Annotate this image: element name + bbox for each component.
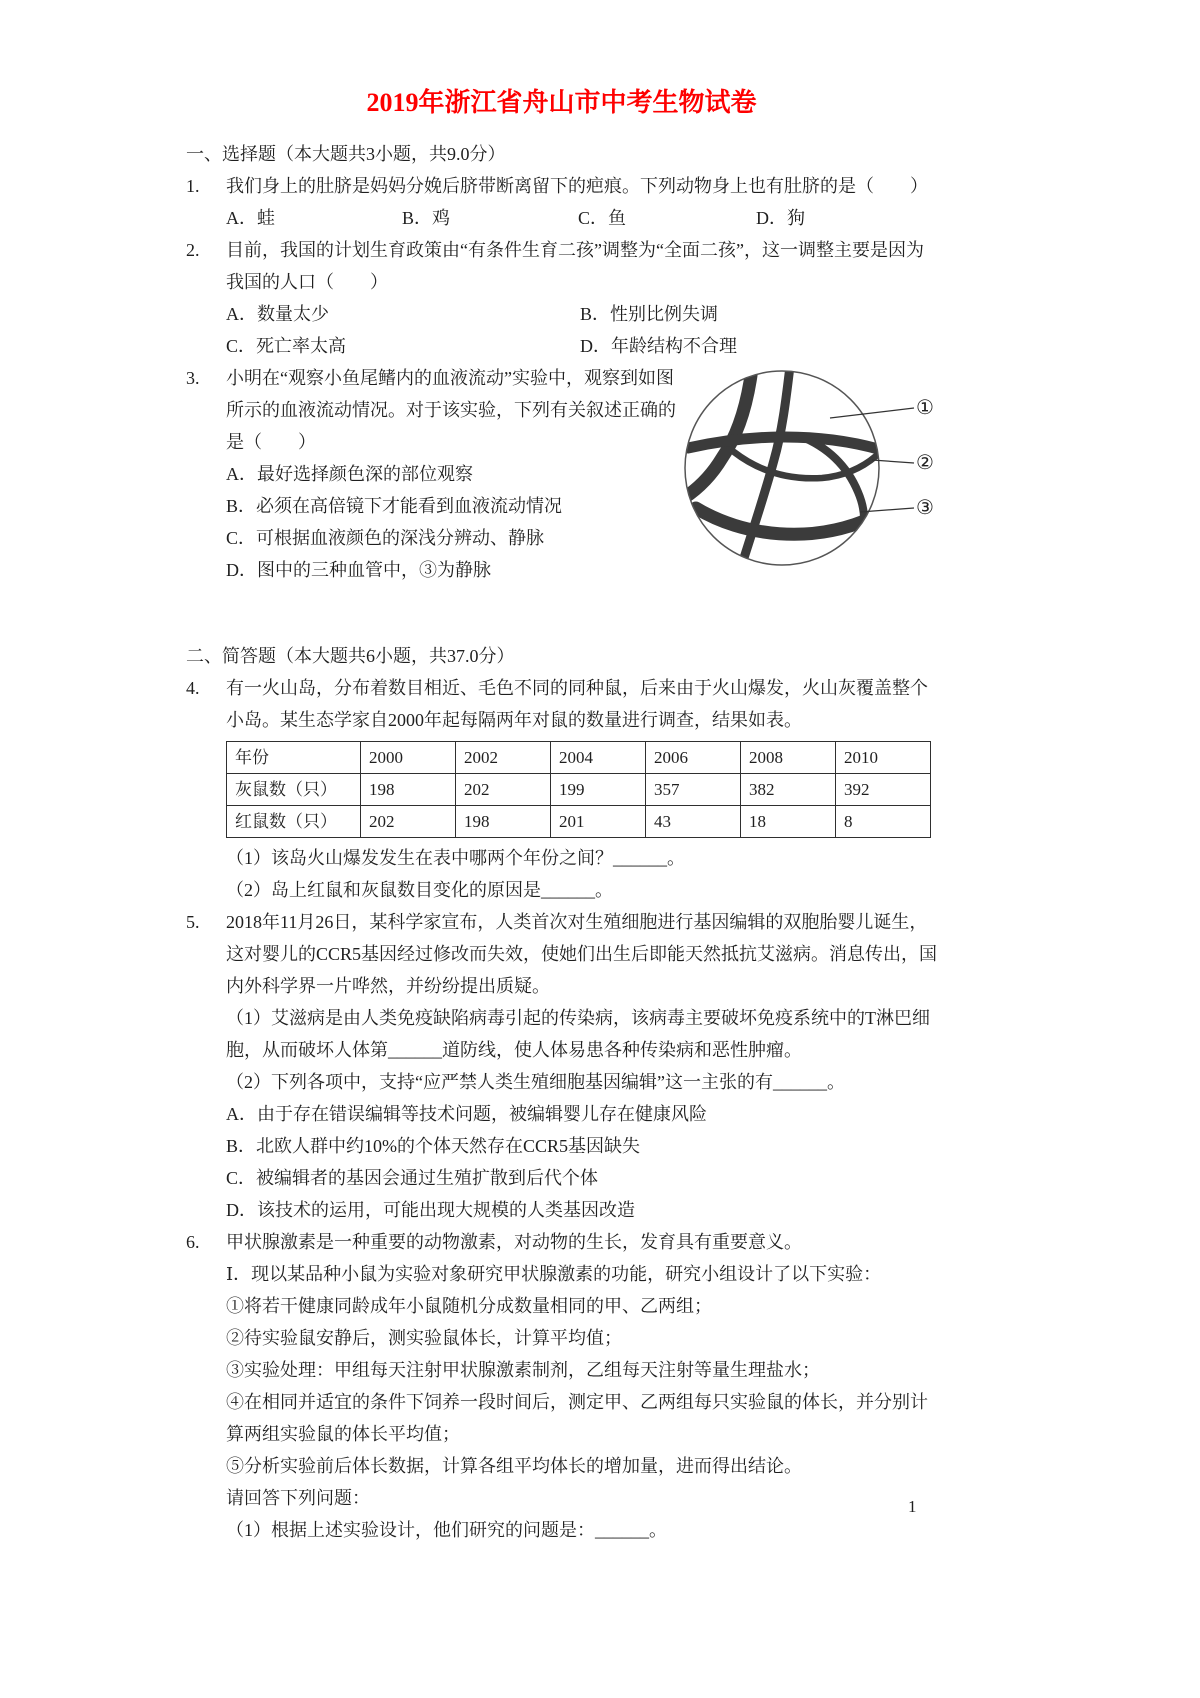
- question-5-option-d: D．该技术的运用，可能出现大规模的人类基因改造: [226, 1200, 635, 1220]
- question-6-line-2: ①将若干健康同龄成年小鼠随机分成数量相同的甲、乙两组；: [226, 1296, 712, 1316]
- table-cell: 198: [361, 774, 456, 806]
- question-6-number: 6.: [186, 1232, 200, 1252]
- question-3-option-c: C．可根据血液颜色的深浅分辨动、静脉: [226, 528, 545, 548]
- table-header-cell: 年份: [227, 742, 361, 774]
- table-cell: 198: [456, 806, 551, 838]
- question-5-option-c: C．被编辑者的基因会通过生殖扩散到后代个体: [226, 1168, 599, 1188]
- table-header-cell: 2006: [646, 742, 741, 774]
- question-3-text: 小明在“观察小鱼尾鳍内的血液流动”实验中，观察到如图所示的血液流动情况。对于该实验，下列有关叙述正确的是（ ）: [226, 368, 676, 452]
- question-1-option-a: A．蛙: [226, 208, 275, 228]
- table-header-cell: 2008: [741, 742, 836, 774]
- question-5-option-a: A．由于存在错误编辑等技术问题，被编辑婴儿存在健康风险: [226, 1104, 707, 1124]
- question-4-text: 有一火山岛，分布着数目相近、毛色不同的同种鼠，后来由于火山爆发，火山灰覆盖整个小岛。某生态学家自2000年起每隔两年对鼠的数量进行调查，结果如表。: [226, 678, 928, 730]
- question-5-sub-2: （2）下列各项中，支持“应严禁人类生殖细胞基因编辑”这一主张的有______。: [226, 1072, 845, 1092]
- table-cell: 灰鼠数（只）: [227, 774, 361, 806]
- section2-heading: 二、简答题（本大题共6小题，共37.0分）: [186, 646, 515, 666]
- question-2-text: 目前，我国的计划生育政策由“有条件生育二孩”调整为“全面二孩”，这一调整主要是因为我国的人口（ ）: [226, 240, 924, 292]
- question-1-option-b: B．鸡: [402, 208, 451, 228]
- table-cell: 8: [836, 806, 931, 838]
- mouse-count-table: [226, 741, 931, 838]
- question-4-sub-1: （1）该岛火山爆发发生在表中哪两个年份之间？______。: [226, 848, 685, 868]
- question-5: [186, 906, 937, 1226]
- question-3-number: 3.: [186, 368, 200, 388]
- question-2-options: [226, 298, 937, 362]
- question-6-line-3: ②待实验鼠安静后，测实验鼠体长，计算平均值；: [226, 1328, 622, 1348]
- question-1-text: 我们身上的肚脐是妈妈分娩后脐带断离留下的疤痕。下列动物身上也有肚脐的是（ ）: [226, 176, 928, 196]
- table-header-cell: 2004: [551, 742, 646, 774]
- figure-label-3: ③: [916, 497, 934, 519]
- question-3-option-d: D．图中的三种血管中，③为静脉: [226, 560, 491, 580]
- page-title: 2019年浙江省舟山市中考生物试卷: [366, 88, 757, 117]
- table-header-cell: 2000: [361, 742, 456, 774]
- question-1-option-d: D．狗: [756, 208, 805, 228]
- table-cell: 201: [551, 806, 646, 838]
- question-4: [186, 672, 937, 906]
- table-cell: 202: [361, 806, 456, 838]
- question-1-options: [226, 202, 937, 234]
- question-5-option-b: B．北欧人群中约10%的个体天然存在CCR5基因缺失: [226, 1136, 641, 1156]
- question-6-line-4: ③实验处理：甲组每天注射甲状腺激素制剂，乙组每天注射等量生理盐水；: [226, 1360, 820, 1380]
- question-6: [186, 1226, 937, 1546]
- table-cell: 43: [646, 806, 741, 838]
- question-5-number: 5.: [186, 912, 200, 932]
- table-header-cell: 2010: [836, 742, 931, 774]
- question-4-number: 4.: [186, 678, 200, 698]
- blood-vessels-illustration: [682, 360, 944, 580]
- figure-label-2: ②: [916, 452, 934, 474]
- question-2-option-c: C．死亡率太高: [226, 336, 347, 356]
- table-cell: 357: [646, 774, 741, 806]
- question-1: [186, 170, 937, 234]
- question-3-option-a: A．最好选择颜色深的部位观察: [226, 464, 473, 484]
- question-6-line-7: 请回答下列问题：: [226, 1488, 370, 1508]
- question-6-sub-1: （1）根据上述实验设计，他们研究的问题是：______。: [226, 1520, 667, 1540]
- page-number: 1: [908, 1497, 917, 1516]
- question-5-text: 2018年11月26日，某科学家宣布，人类首次对生殖细胞进行基因编辑的双胞胎婴儿诞生，这对婴儿的CCR5基因经过修改而失效，使她们出生后即能天然抵抗艾滋病。消息传出，国内外科学界一片哗然，并纷纷提出质疑。: [226, 912, 938, 996]
- question-5-sub-1: （1）艾滋病是由人类免疫缺陷病毒引起的传染病，该病毒主要破坏免疫系统中的T淋巴细胞，从而破坏人体第______道防线，使人体易患各种传染病和恶性肿瘤。: [226, 1008, 930, 1060]
- question-6-line-1: Ⅰ．现以某品种小鼠为实验对象研究甲状腺激素的功能，研究小组设计了以下实验：: [226, 1264, 882, 1284]
- table-cell: 18: [741, 806, 836, 838]
- blood-flow-figure: [682, 360, 944, 580]
- table-cell: 202: [456, 774, 551, 806]
- question-6-line-5: ④在相同并适宜的条件下饲养一段时间后，测定甲、乙两组每只实验鼠的体长，并分别计算两组实验鼠的体长平均值；: [226, 1392, 928, 1444]
- section1-heading: 一、选择题（本大题共3小题，共9.0分）: [186, 144, 506, 164]
- question-1-option-c: C．鱼: [578, 208, 627, 228]
- question-2-option-b: B．性别比例失调: [580, 304, 719, 324]
- question-6-line-6: ⑤分析实验前后体长数据，计算各组平均体长的增加量，进而得出结论。: [226, 1456, 802, 1476]
- table-row: [227, 742, 931, 774]
- question-3-option-b: B．必须在高倍镜下才能看到血液流动情况: [226, 496, 563, 516]
- question-6-text: 甲状腺激素是一种重要的动物激素，对动物的生长，发育具有重要意义。: [226, 1232, 802, 1252]
- table-row: [227, 806, 931, 838]
- figure-label-1: ①: [916, 397, 934, 419]
- question-2-option-d: D．年龄结构不合理: [580, 336, 737, 356]
- table-cell: 392: [836, 774, 931, 806]
- question-2-number: 2.: [186, 240, 200, 260]
- table-cell: 382: [741, 774, 836, 806]
- table-cell: 红鼠数（只）: [227, 806, 361, 838]
- question-2-option-a: A．数量太少: [226, 304, 329, 324]
- table-header-cell: 2002: [456, 742, 551, 774]
- question-3: [186, 362, 937, 586]
- table-row: [227, 774, 931, 806]
- question-4-sub-2: （2）岛上红鼠和灰鼠数目变化的原因是______。: [226, 880, 613, 900]
- table-cell: 199: [551, 774, 646, 806]
- question-1-number: 1.: [186, 176, 200, 196]
- question-2: [186, 234, 937, 362]
